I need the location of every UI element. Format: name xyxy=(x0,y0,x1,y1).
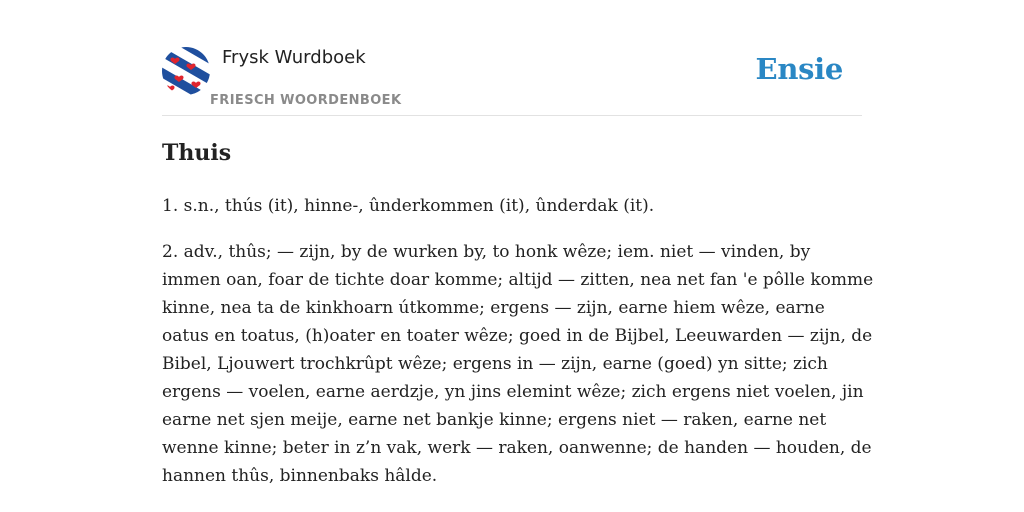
site-subtitle: FRIESCH WOORDENBOEK xyxy=(210,93,402,108)
entry-term: Thuis xyxy=(162,140,232,166)
brand-logo-link[interactable]: Ensie xyxy=(755,52,843,86)
definition-item: 1. s.n., thús (it), hinne-, ûnderkommen (it), ûnderdak (it). xyxy=(162,196,655,216)
site-title[interactable]: Frysk Wurdboek xyxy=(222,47,366,68)
frisian-flag-icon[interactable] xyxy=(162,47,210,95)
site-header xyxy=(162,44,862,116)
definition-item: 2. adv., thûs; — zijn, by de wurken by, to honk wêze; iem. niet — vinden, by immen oan, foar de tichte doar komme; altijd — zitten, nea net fan 'e pôlle komme kinne, nea ta de kinkhoarn útkomme; ergens — zijn, earne hiem wêze, earne oatus en toatus, (h)oater en toater wêze; goed in de Bijbel, Leeuwarden — zijn, de Bibel, Ljouwert trochkrûpt wêze; ergens in — zijn, earne (goed) yn sitte; zich ergens — voelen, earne aerdzje, yn jins elemint wêze; zich ergens niet voelen, jin earne net sjen meije, earne net bankje kinne; ergens niet — raken, earne net wenne kinne; beter in z’n vak, werk — raken, oanwenne; de handen — houden, de hannen thûs, binnenbaks hâlde. xyxy=(162,242,874,486)
definition-list xyxy=(162,192,874,508)
